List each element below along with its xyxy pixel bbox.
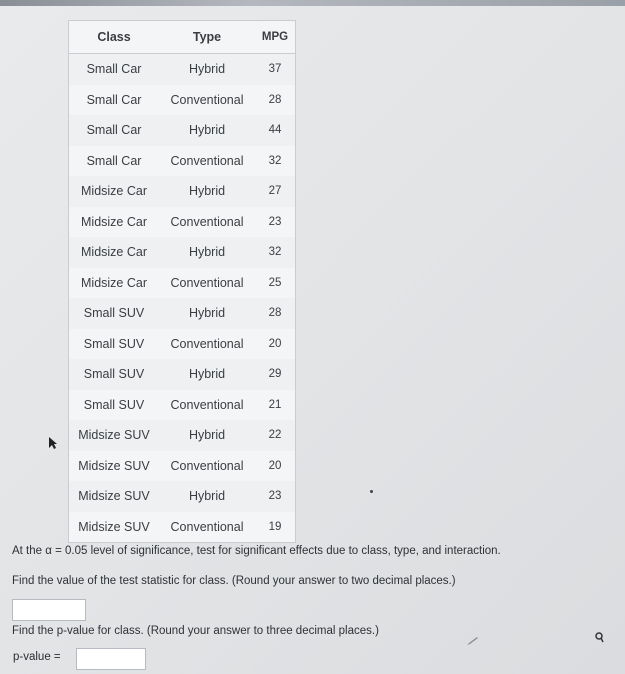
cell-type: Conventional — [170, 275, 244, 290]
table-row — [69, 207, 295, 238]
table-row — [69, 512, 295, 543]
cell-mpg: 23 — [268, 215, 282, 228]
cell-class: Small SUV — [83, 306, 145, 321]
cell-type: Hybrid — [188, 306, 226, 321]
table-row — [69, 420, 295, 451]
cell-class: Small Car — [86, 123, 142, 138]
cell-class: Small Car — [86, 153, 142, 168]
cell-mpg: 27 — [268, 185, 282, 198]
cell-class: Midsize SUV — [78, 458, 150, 473]
question-test-statistic: Find the value of the test statistic for class. (Round your answer to two decimal places.) — [12, 575, 456, 587]
top-bar — [0, 0, 625, 6]
pencil-icon[interactable] — [466, 636, 480, 646]
cell-mpg: 32 — [268, 154, 282, 167]
cell-mpg: 25 — [268, 276, 282, 289]
header-type: Type — [192, 30, 222, 44]
p-value-label: p-value = — [13, 651, 61, 663]
cell-mpg: 22 — [268, 429, 282, 442]
cell-mpg: 32 — [268, 246, 282, 259]
cell-type: Hybrid — [188, 245, 226, 260]
table-row — [69, 451, 295, 482]
stray-dot — [370, 490, 373, 493]
cell-type: Hybrid — [188, 367, 226, 382]
cell-class: Midsize Car — [81, 184, 147, 199]
cell-class: Midsize Car — [81, 214, 147, 229]
cell-type: Conventional — [170, 92, 244, 107]
cell-type: Conventional — [170, 214, 244, 229]
cell-class: Small SUV — [83, 336, 145, 351]
p-value-input[interactable] — [76, 648, 146, 670]
cell-mpg: 37 — [268, 63, 282, 76]
cursor-arrow-icon — [48, 436, 58, 450]
cell-mpg: 19 — [268, 520, 282, 533]
cell-mpg: 21 — [268, 398, 282, 411]
table-row — [69, 390, 295, 421]
table-row — [69, 359, 295, 390]
cell-class: Small Car — [86, 92, 142, 107]
question-intro: At the α = 0.05 level of significance, test for significant effects due to class, type, and interaction. — [12, 545, 501, 557]
cell-type: Conventional — [170, 519, 244, 534]
cell-mpg: 28 — [268, 93, 282, 106]
table-row — [69, 54, 295, 85]
question-p-value: Find the p-value for class. (Round your answer to three decimal places.) — [12, 625, 379, 637]
cell-class: Midsize SUV — [78, 489, 150, 504]
cell-type: Hybrid — [188, 123, 226, 138]
table-body — [69, 54, 295, 542]
cell-class: Midsize SUV — [78, 428, 150, 443]
cell-type: Hybrid — [188, 489, 226, 504]
table-row — [69, 329, 295, 360]
table-row — [69, 268, 295, 299]
cell-class: Small SUV — [83, 397, 145, 412]
table-row — [69, 146, 295, 177]
cell-type: Hybrid — [188, 428, 226, 443]
cell-class: Midsize SUV — [78, 519, 150, 534]
cell-mpg: 20 — [268, 337, 282, 350]
table-row — [69, 481, 295, 512]
table-row — [69, 298, 295, 329]
cell-type: Conventional — [170, 336, 244, 351]
table-row — [69, 176, 295, 207]
header-mpg: MPG — [261, 31, 289, 43]
cell-mpg: 44 — [268, 124, 282, 137]
search-icon[interactable] — [594, 631, 604, 643]
table-row — [69, 85, 295, 116]
cell-mpg: 20 — [268, 459, 282, 472]
cell-type: Conventional — [170, 153, 244, 168]
cell-class: Small Car — [86, 62, 142, 77]
test-statistic-input[interactable] — [12, 599, 86, 621]
cell-class: Small SUV — [83, 367, 145, 382]
table-header-row — [69, 21, 295, 54]
cell-class: Midsize Car — [81, 245, 147, 260]
cell-type: Conventional — [170, 458, 244, 473]
header-class: Class — [97, 30, 131, 44]
cell-class: Midsize Car — [81, 275, 147, 290]
data-table — [68, 20, 296, 543]
cell-mpg: 28 — [268, 307, 282, 320]
cell-mpg: 29 — [268, 368, 282, 381]
table-row — [69, 115, 295, 146]
cell-type: Hybrid — [188, 62, 226, 77]
cell-type: Hybrid — [188, 184, 226, 199]
table-row — [69, 237, 295, 268]
cell-type: Conventional — [170, 397, 244, 412]
cell-mpg: 23 — [268, 490, 282, 503]
